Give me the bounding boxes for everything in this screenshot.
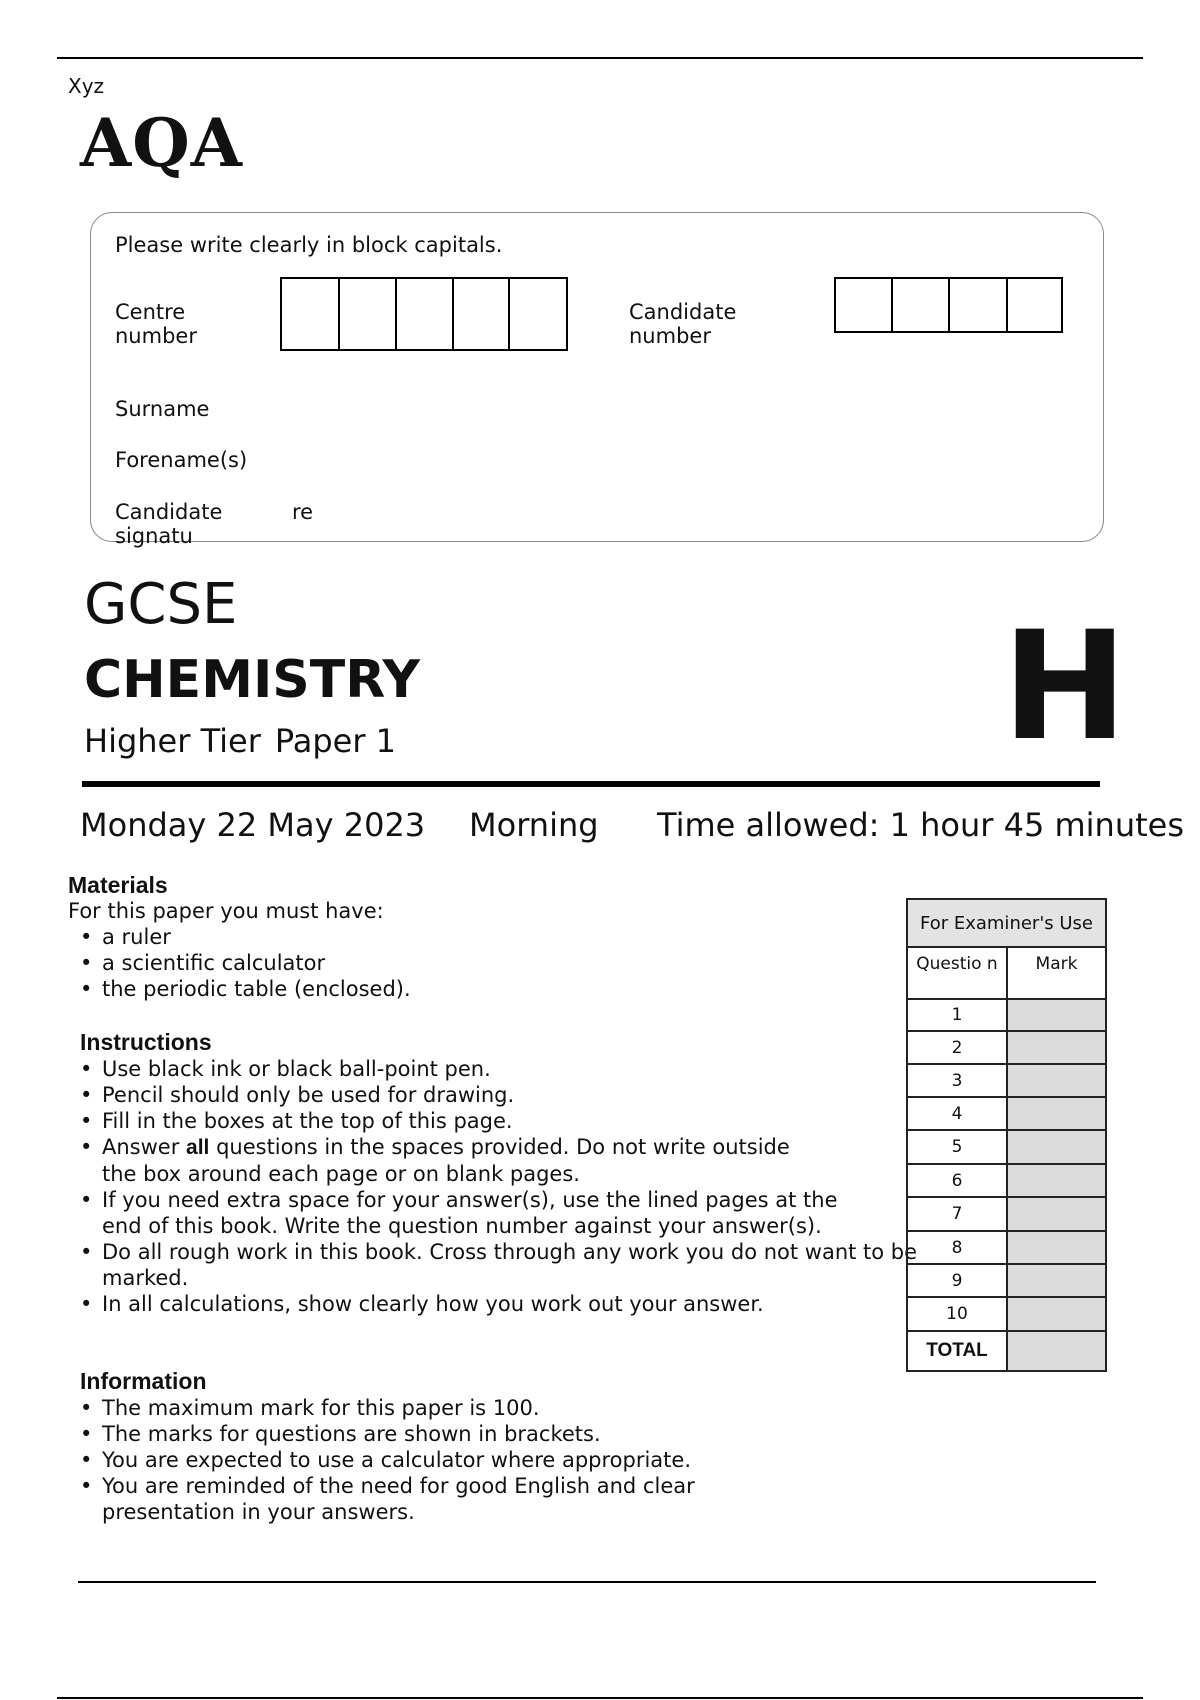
centre-digit-box[interactable] [452,277,508,351]
list-item: • a ruler [68,924,868,950]
title-rule [82,781,1100,787]
qualification-title: GCSE [84,572,238,637]
table-row: 5 [907,1130,1106,1164]
candidate-details-box [90,212,1104,542]
list-item: • You are expected to use a calculator where appropriate. [68,1447,888,1473]
subject-title: CHEMISTRY [84,650,421,710]
mark-cell[interactable] [1007,1097,1106,1130]
candidate-digit-box[interactable] [834,277,891,333]
table-row: 3 [907,1064,1106,1097]
instructions-heading: Instructions [80,1029,212,1055]
list-item: • the periodic table (enclosed). [68,976,868,1002]
instructions-list [68,1056,918,1317]
list-item: • Pencil should only be used for drawing. [68,1082,888,1108]
table-row: 8 [907,1231,1106,1264]
emphasis-all: all [186,1136,210,1159]
table-row: 2 [907,1031,1106,1064]
list-item: • Use black ink or black ball-point pen. [68,1056,888,1082]
list-item: • Answer all questions in the spaces provided. Do not write outside the box around each page or on blank pages. [68,1134,792,1187]
list-item: • The maximum mark for this paper is 100. [68,1395,888,1421]
centre-digit-box[interactable] [508,277,568,351]
information-heading: Information [80,1368,207,1394]
table-row: 10 [907,1297,1106,1331]
list-item: • Fill in the boxes at the top of this page. [68,1108,888,1134]
time-allowed: Time allowed: 1 hour 45 minutes [657,806,1184,844]
paper-code: Xyz [68,74,105,98]
examiners-use-header: For Examiner's Use [907,899,1106,947]
materials-list [68,924,868,1002]
forenames-label: Forename(s) [115,448,248,472]
centre-number-boxes [280,277,568,351]
tier-paper [84,722,396,760]
mark-cell[interactable] [1007,1164,1106,1197]
mark-cell[interactable] [1007,1130,1106,1164]
list-item: • The marks for questions are shown in brackets. [68,1421,888,1447]
tier-letter: H [1002,600,1128,774]
information-list [68,1395,888,1525]
exam-session: Morning [469,806,599,844]
centre-number-label: Centre number [115,300,197,348]
column-header-mark: Mark [1007,947,1106,999]
mark-cell[interactable] [1007,1064,1106,1097]
table-row: 7 [907,1197,1106,1231]
tier-label: Higher Tier [84,722,261,760]
total-mark-cell[interactable] [1007,1331,1106,1371]
mark-cell[interactable] [1007,1031,1106,1064]
signature-label: Candidate signatu [115,500,223,548]
exam-date: Monday 22 May 2023 [80,806,426,844]
mark-cell[interactable] [1007,1297,1106,1331]
mark-cell[interactable] [1007,1231,1106,1264]
total-row: TOTAL [907,1331,1106,1371]
candidate-number-label: Candidate number [629,300,737,348]
mark-cell[interactable] [1007,1197,1106,1231]
aqa-logo: AQA [80,104,243,182]
signature-label-fragment: re [292,500,314,524]
surname-label: Surname [115,397,210,421]
column-header-question: Questio n [907,947,1007,999]
materials-intro: For this paper you must have: [68,899,384,923]
candidate-digit-box[interactable] [1006,277,1063,333]
table-row: 4 [907,1097,1106,1130]
candidate-digit-box[interactable] [948,277,1006,333]
bottom-rule [78,1581,1096,1583]
centre-digit-box[interactable] [338,277,395,351]
examiners-use-table [906,898,1107,1372]
table-row: 1 [907,999,1106,1031]
list-item: • In all calculations, show clearly how you work out your answer. [68,1291,888,1317]
mark-cell[interactable] [1007,1264,1106,1297]
centre-digit-box[interactable] [395,277,452,351]
page-end-rule [57,1697,1143,1699]
list-item: • a scientific calculator [68,950,868,976]
block-capitals-instruction: Please write clearly in block capitals. [115,233,503,257]
list-item: • You are reminded of the need for good English and clear presentation in your answers. [68,1473,802,1525]
candidate-digit-box[interactable] [891,277,948,333]
table-row: 9 [907,1264,1106,1297]
list-item: • Do all rough work in this book. Cross through any work you do not want to be marked. [68,1239,942,1291]
centre-digit-box[interactable] [280,277,338,351]
table-row: 6 [907,1164,1106,1197]
candidate-number-boxes [834,277,1063,333]
mark-cell[interactable] [1007,999,1106,1031]
top-rule [57,57,1143,59]
materials-heading: Materials [68,872,168,898]
paper-label: Paper 1 [274,722,397,760]
list-item: • If you need extra space for your answer(s), use the lined pages at the end of this book. Write the question number against your answer(s). [68,1187,882,1239]
